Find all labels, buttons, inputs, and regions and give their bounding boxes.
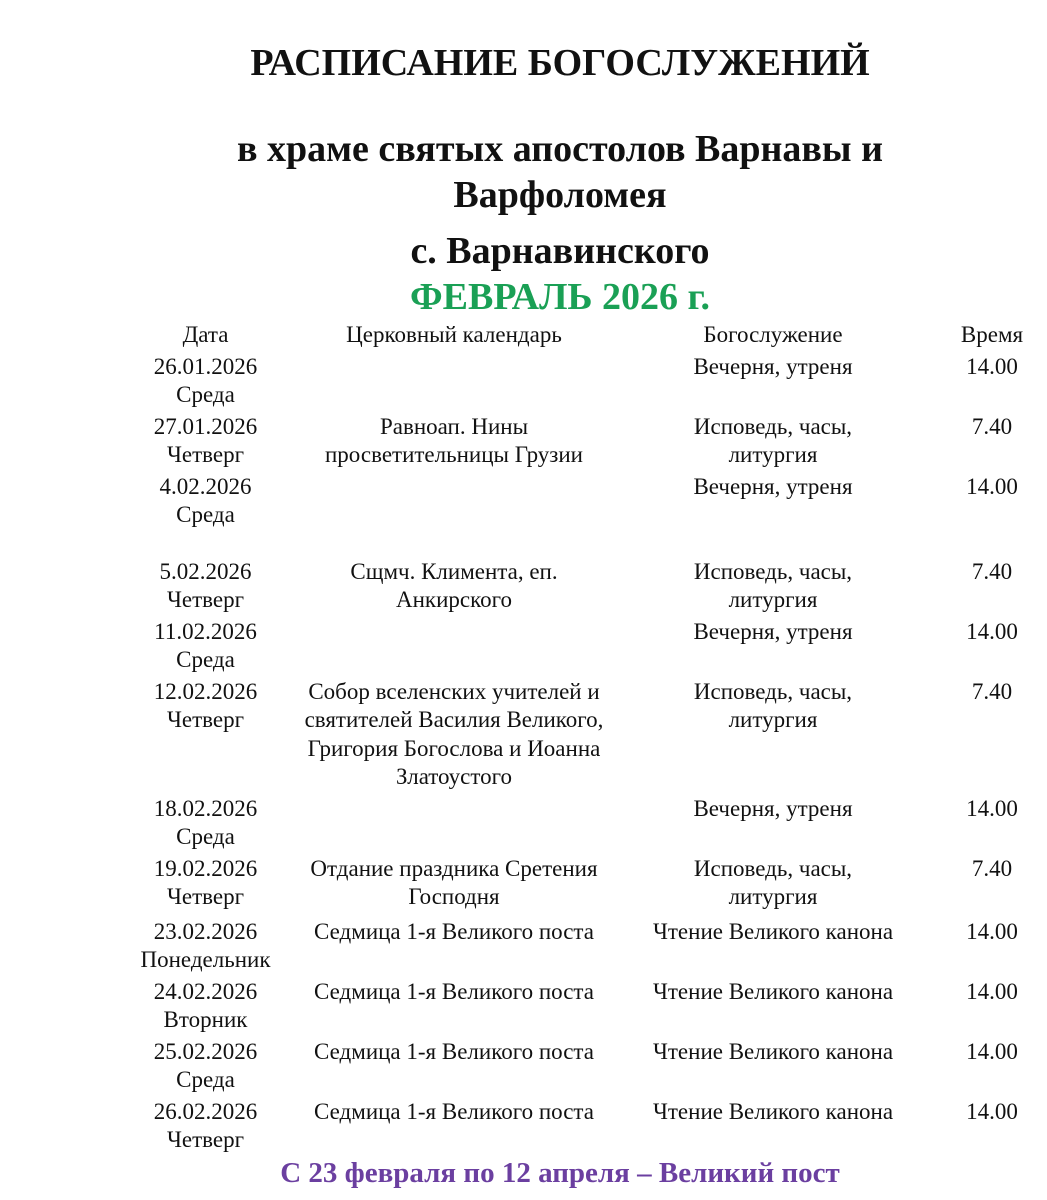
row-time-cell [955, 618, 1029, 678]
row-service-cell [614, 918, 932, 978]
row-calendar-cell [304, 678, 604, 795]
row-date-cell [137, 1038, 274, 1098]
row-service-cell [614, 618, 932, 678]
row-time: 14.00 [966, 473, 1018, 499]
row-calendar-cell [304, 558, 604, 618]
row-date: 26.02.2026 [153, 1098, 258, 1124]
row-calendar-cell [304, 795, 604, 855]
row-date: 24.02.2026 [153, 978, 258, 1004]
row-date: 19.02.2026 [153, 855, 258, 881]
page-title: РАСПИСАНИЕ БОГОСЛУЖЕНИЙ [250, 42, 870, 84]
row-calendar-cell [304, 473, 604, 558]
row-time-cell [955, 855, 1029, 918]
row-service-cell [614, 353, 932, 413]
row-time: 14.00 [966, 918, 1018, 944]
row-time-cell [955, 678, 1029, 795]
row-service-cell [614, 855, 932, 918]
row-weekday: Среда [176, 647, 235, 672]
column-header-service: Богослужение [703, 322, 843, 347]
row-service-cell [614, 413, 932, 473]
row-date-cell [137, 618, 274, 678]
row-date: 27.01.2026 [153, 413, 258, 439]
row-service-cell [614, 795, 932, 855]
row-service-cell [614, 558, 932, 618]
row-calendar-cell [304, 918, 604, 978]
row-service-line: литургия [728, 707, 818, 732]
row-time-cell [955, 473, 1029, 558]
row-weekday: Среда [176, 502, 235, 527]
row-service-line: Вечерня, утреня [693, 795, 853, 821]
row-service-line: Вечерня, утреня [693, 618, 853, 644]
row-date-cell [137, 855, 274, 918]
row-time: 14.00 [966, 1098, 1018, 1124]
row-time-cell [955, 1038, 1029, 1098]
row-date: 4.02.2026 [159, 473, 252, 499]
row-time: 14.00 [966, 618, 1018, 644]
row-calendar-cell [304, 353, 604, 413]
row-date-cell [137, 353, 274, 413]
row-service-line: литургия [728, 884, 818, 909]
row-service-line: Чтение Великого канона [652, 918, 894, 944]
row-date-cell [137, 795, 274, 855]
row-time: 14.00 [966, 978, 1018, 1004]
row-time: 14.00 [966, 1038, 1018, 1064]
row-time-cell [955, 353, 1029, 413]
row-time-cell [955, 413, 1029, 473]
row-weekday: Четверг [166, 442, 245, 467]
row-weekday: Среда [176, 1067, 235, 1092]
row-service-line: Вечерня, утреня [693, 473, 853, 499]
row-date: 25.02.2026 [153, 1038, 258, 1064]
column-header-calendar: Церковный календарь [346, 322, 562, 347]
row-service-cell [614, 1038, 932, 1098]
row-time: 14.00 [966, 795, 1018, 821]
row-time-cell [955, 558, 1029, 618]
row-time-cell [955, 1098, 1029, 1155]
month-title: ФЕВРАЛЬ 2026 г. [409, 276, 711, 318]
row-date: 5.02.2026 [159, 558, 252, 584]
row-service-cell [614, 1098, 932, 1155]
row-calendar-line: Григория Богослова и Иоанна [307, 735, 601, 761]
row-date-cell [137, 558, 274, 618]
row-calendar-cell [304, 1098, 604, 1155]
schedule-table [0, 321, 1047, 1155]
row-calendar-cell [304, 1038, 604, 1098]
row-calendar-line: Господня [408, 884, 500, 909]
row-calendar-line: Седмица 1-я Великого поста [314, 978, 594, 1004]
row-date-cell [137, 978, 274, 1038]
row-time: 7.40 [971, 558, 1013, 584]
row-service-line: Чтение Великого канона [652, 1098, 894, 1124]
row-service-line: Исповедь, часы, [693, 678, 853, 704]
row-date-cell [137, 1098, 274, 1155]
row-calendar-line: Златоустого [396, 764, 512, 789]
row-service-line: Вечерня, утреня [693, 353, 853, 379]
row-weekday: Четверг [166, 884, 245, 909]
row-time-cell [955, 918, 1029, 978]
row-calendar-line: Анкирского [396, 587, 512, 612]
row-date: 18.02.2026 [153, 795, 258, 821]
column-header-time: Время [960, 322, 1024, 347]
row-date: 12.02.2026 [153, 678, 258, 704]
row-weekday: Вторник [163, 1007, 248, 1032]
row-calendar-cell [304, 413, 604, 473]
row-date: 23.02.2026 [153, 918, 258, 944]
row-time: 7.40 [971, 855, 1013, 881]
row-calendar-cell [304, 978, 604, 1038]
row-date-cell [137, 678, 274, 795]
row-calendar-line: Седмица 1-я Великого поста [314, 1038, 594, 1064]
row-service-line: Чтение Великого канона [652, 1038, 894, 1064]
row-calendar-line: Собор вселенских учителей и [308, 678, 600, 704]
row-service-line: литургия [728, 442, 818, 467]
row-time: 14.00 [966, 353, 1018, 379]
church-name-line-1: в храме святых апостолов Варнавы и [237, 128, 883, 170]
row-weekday: Понедельник [140, 947, 271, 972]
row-time: 7.40 [971, 413, 1013, 439]
row-weekday: Четверг [166, 587, 245, 612]
row-service-line: Исповедь, часы, [693, 558, 853, 584]
row-calendar-line: Равноап. Нины [379, 413, 529, 439]
row-weekday: Среда [176, 382, 235, 407]
row-date-cell [137, 918, 274, 978]
row-date: 26.01.2026 [153, 353, 258, 379]
row-time-cell [955, 795, 1029, 855]
row-service-cell [614, 978, 932, 1038]
row-service-line: Чтение Великого канона [652, 978, 894, 1004]
row-date: 11.02.2026 [154, 618, 257, 644]
village-name: с. Варнавинского [410, 230, 710, 272]
row-calendar-line: просветительницы Грузии [325, 442, 583, 467]
row-calendar-line: святителей Василия Великого, [304, 707, 604, 732]
row-weekday: Среда [176, 824, 235, 849]
column-header-date: Дата [182, 322, 229, 347]
row-service-cell [614, 473, 932, 558]
row-calendar-cell [304, 618, 604, 678]
row-service-cell [614, 678, 932, 795]
row-service-line: Исповедь, часы, [693, 413, 853, 439]
row-weekday: Четверг [166, 1127, 245, 1152]
row-service-line: литургия [728, 587, 818, 612]
row-service-line: Исповедь, часы, [693, 855, 853, 881]
row-calendar-line: Сщмч. Климента, еп. [350, 558, 558, 584]
row-weekday: Четверг [166, 707, 245, 732]
row-calendar-line: Отдание праздника Сретения [310, 855, 598, 881]
church-name [0, 126, 1047, 218]
row-time: 7.40 [971, 678, 1013, 704]
row-date-cell [137, 413, 274, 473]
row-calendar-line: Седмица 1-я Великого поста [314, 1098, 594, 1124]
lent-note: С 23 февраля по 12 апреля – Великий пост [280, 1157, 840, 1189]
row-time-cell [955, 978, 1029, 1038]
row-calendar-cell [304, 855, 604, 918]
row-calendar-line: Седмица 1-я Великого поста [314, 918, 594, 944]
row-date-cell [137, 473, 274, 558]
church-name-line-2: Варфоломея [453, 174, 667, 216]
